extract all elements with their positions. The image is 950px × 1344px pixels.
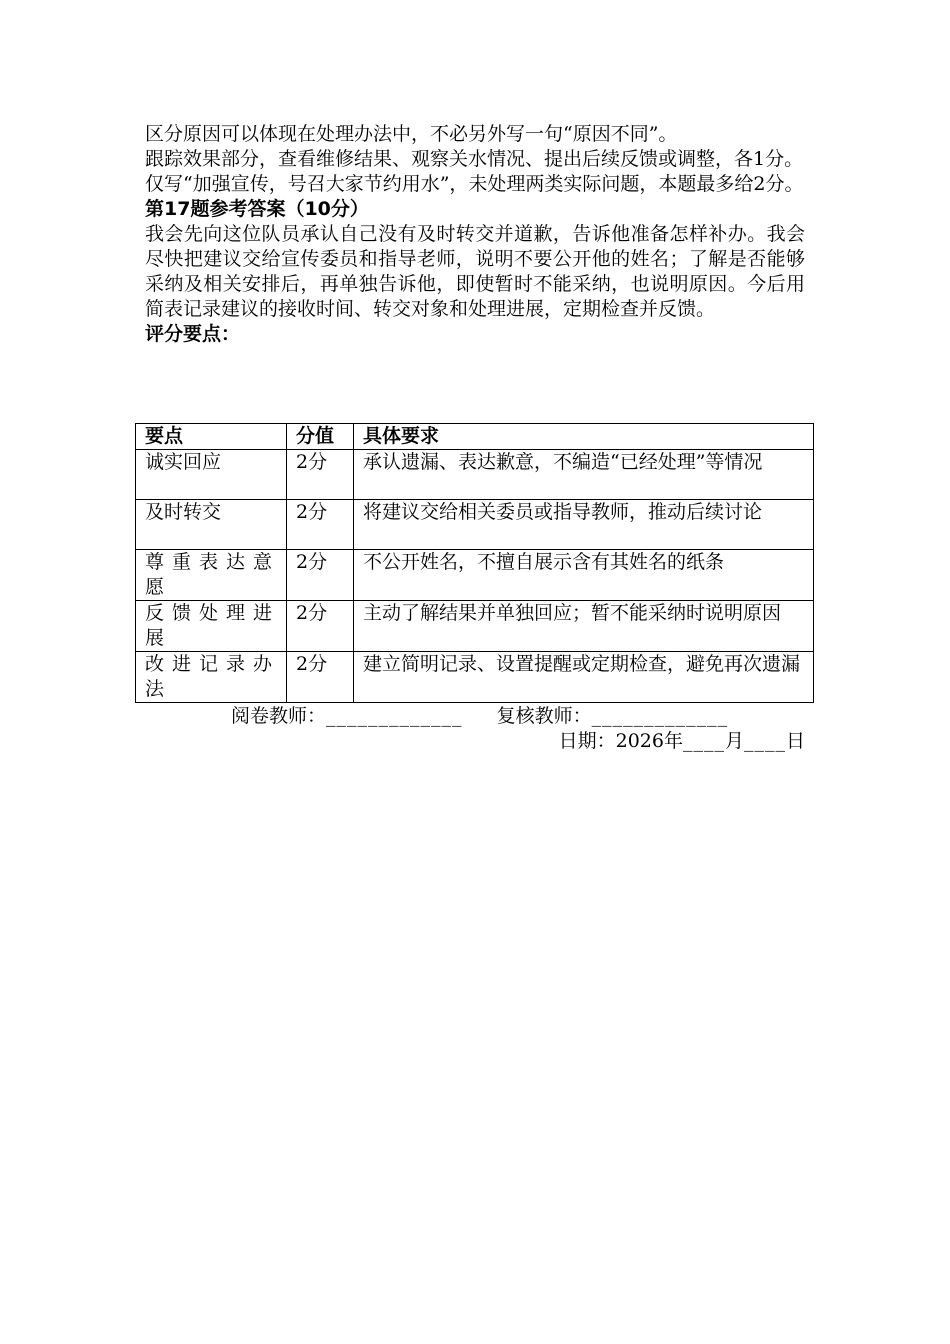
cell-score: 2分: [287, 550, 354, 601]
cell-score: 2分: [287, 652, 354, 703]
rubric-heading: 评分要点：: [145, 323, 241, 345]
cell-requirement: 不公开姓名，不擅自展示含有其姓名的纸条: [354, 550, 814, 601]
table-row: [136, 550, 814, 601]
day-blank: ____: [743, 730, 786, 752]
reviewer-blank: _____________: [591, 705, 729, 727]
cell-point: 诚实回应: [136, 450, 287, 500]
date-year: 2026年: [615, 730, 683, 752]
cell-score: 2分: [287, 500, 354, 550]
cell-requirement: 将建议交给相关委员或指导教师，推动后续讨论: [354, 500, 814, 550]
document-body: [145, 122, 805, 347]
table-row: [136, 500, 814, 550]
question-17-title: 第17题参考答案（10分）: [145, 198, 369, 220]
header-point: 要点: [136, 424, 287, 450]
scoring-table: [135, 423, 814, 703]
grader-label: 阅卷教师：: [231, 705, 327, 727]
note-paragraph-3: 仅写“加强宣传，号召大家节约用水”，未处理两类实际问题，本题最多给2分。: [145, 173, 804, 195]
cell-score: 2分: [287, 601, 354, 652]
cell-point: 改进记录办法: [136, 652, 287, 703]
cell-point: 反馈处理进展: [136, 601, 287, 652]
cell-point: 尊重表达意愿: [136, 550, 287, 601]
day-label: 日: [785, 730, 805, 752]
table-header-row: [136, 424, 814, 450]
note-paragraph-2: 跟踪效果部分，查看维修结果、观察关水情况、提出后续反馈或调整，各1分。: [145, 148, 804, 170]
date-line: [135, 729, 805, 754]
cell-point: 及时转交: [136, 500, 287, 550]
header-requirement: 具体要求: [354, 424, 814, 450]
table-row: [136, 450, 814, 500]
table-row: [136, 652, 814, 703]
header-score: 分值: [287, 424, 354, 450]
month-blank: ____: [682, 730, 725, 752]
cell-score: 2分: [287, 450, 354, 500]
signature-line: [135, 704, 901, 729]
date-label: 日期：: [558, 730, 616, 752]
month-label: 月: [724, 730, 744, 752]
note-paragraph-1: 区分原因可以体现在处理办法中，不必另外写一句“原因不同”。: [145, 123, 678, 145]
cell-requirement: 承认遗漏、表达歉意，不编造“已经处理”等情况: [354, 450, 814, 500]
question-17-answer: 我会先向这位队员承认自己没有及时转交并道歉，告诉他准备怎样补办。我会尽快把建议交给宣传委员和指导老师，说明不要公开他的姓名；了解是否能够采纳及相关安排后，再单独告诉他，即使暂时不能采纳，也说明原因。今后用简表记录建议的接收时间、转交对象和处理进展，定期检查并反馈。: [145, 223, 805, 320]
table-row: [136, 601, 814, 652]
grader-blank: _____________: [326, 705, 463, 727]
cell-requirement: 主动了解结果并单独回应；暂不能采纳时说明原因: [354, 601, 814, 652]
cell-requirement: 建立简明记录、设置提醒或定期检查，避免再次遗漏: [354, 652, 814, 703]
reviewer-label: 复核教师：: [496, 705, 592, 727]
